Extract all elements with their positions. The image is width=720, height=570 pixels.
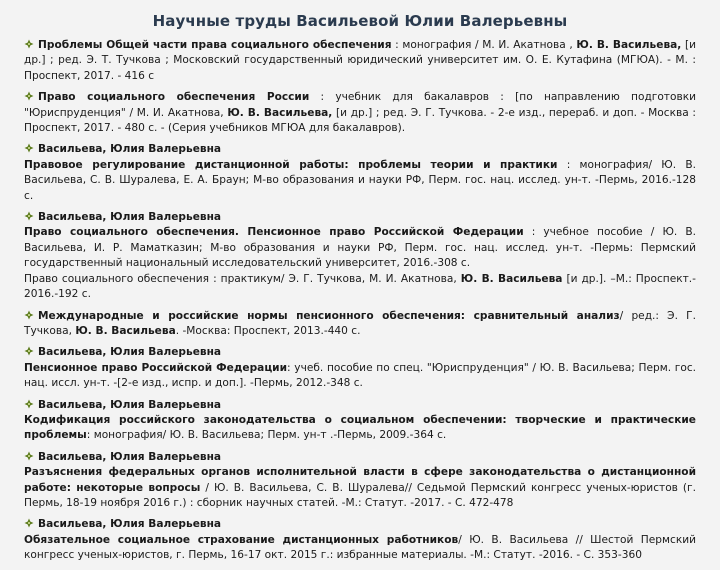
citation-plain: / Ю. В. Васильева // Шестой Пермский конгресс ученых-юристов, г. Пермь, 16-17 окт. 2015 г.: избранные материалы. -М.: Статут. -2016. - С. 353-360 [24,533,696,562]
citation-bold: Ю. В. Васильева, [576,39,682,51]
bibliography-entry [24,142,696,204]
bibliography-entry [24,517,696,563]
citation-plain: : учебник для бакалавров : [по направлению подготовки "Юриспруденция" / М. И. Акатнова, [24,91,696,119]
citation-plain: [и др.] ; ред. Э. Т. Тучкова ; Московский государственный юридический университет им. О. Е. Кутафина (МГЮА). - М. : Проспект, 2017. - 416 с [24,39,696,82]
citation-text [24,413,696,444]
citation-plain: [и др.]. –М.: Проспект.- 2016.-192 с. [24,272,697,301]
bibliography-entry [24,38,696,84]
bibliography-entry [24,90,696,136]
author-heading: Васильева, Юлия Валерьевна [24,398,696,413]
author-heading: Васильева, Юлия Валерьевна [24,142,696,157]
citation-bold: Право социального обеспечения. Пенсионное право Российской Федерации [24,226,524,239]
bibliography-entry [24,398,696,444]
citation-plain: Право социального обеспечения : практикум/ Э. Г. Тучкова, М. И. Акатнова, [24,272,461,285]
citation-plain: : учебное пособие / Ю. В. Васильева, И. Р. Маматказин; М-во образования и науки РФ, Перм. гос. нац. исслед. ун-т. -Пермь: Пермский государственный национальный исследовательский университет, 2016.-308 с. [24,226,696,270]
bibliography-entry [24,450,696,512]
citation-plain: . -Москва: Проспект, 2013.-440 с. [175,324,361,337]
diamond-bullet-icon [24,346,34,356]
citation-plain: [и др.] ; ред. Э. Г. Тучкова. - 2-е изд., перераб. и доп. - Москва : Проспект, 2017. - 480 с. - (Серия учебников МГЮА для бакалавров). [24,106,696,135]
citation-text [24,225,696,302]
bibliography-entry [24,309,696,340]
citation-bold: Проблемы Общей части права социального обеспечения [38,39,392,51]
citation-bold: Ю. В. Васильева [75,324,176,337]
citation-bold: Правовое регулирование дистанционной работы: проблемы теории и практики [24,158,558,171]
citation-bold: Ю. В. Васильева [460,272,563,285]
diamond-bullet-icon [24,143,34,153]
citation-bold: Разъяснения федеральных органов исполнительной власти в сфере законодательства о дистанционной работе: некоторые вопросы [24,466,696,494]
diamond-bullet-icon [24,518,34,528]
author-heading: Васильева, Юлия Валерьевна [24,517,696,532]
citation-text [24,465,696,511]
citation-plain: : монография/ Ю. В. Васильева, С. В. Шуралева, Е. А. Браун; М-во образования и науки РФ, Перм. гос. нац. исслед. ун-т. -Пермь, 2016.-128 с. [24,158,696,202]
citation-plain: / ред.: Э. Г. Тучкова, [24,309,696,337]
citation-bold: Право социального обеспечения России [38,91,310,104]
citation-text [24,361,696,392]
author-heading: Васильева, Юлия Валерьевна [24,345,696,360]
citation-plain: / Ю. В. Васильева, С. В. Шуралева// Седьмой Пермский конгресс ученых-юристов (г. Пермь, 18-19 ноября 2016 г.) : сборник научных статей. -М.: Статут. -2017. - С. 472-478 [24,481,696,509]
author-heading: Васильева, Юлия Валерьевна [24,450,696,465]
diamond-bullet-icon [24,39,34,49]
citation-bold: Кодификация российского законодательства о социальном обеспечении: творческие и практические проблемы [24,413,696,442]
page-title: Научные труды Васильевой Юлии Валерьевны [152,12,568,30]
citation-bold: Ю. В. Васильева, [227,106,333,119]
citation-bold: Обязательное социальное страхование дистанционных работников [24,533,459,546]
diamond-bullet-icon [24,91,34,101]
citation-plain: : учеб. пособие по спец. "Юриспруденция" / Ю. В. Васильева; Перм. гос. нац. иссл. ун-т. -[2-е изд., испр. и доп.]. -Пермь, 2012.-348 с. [24,361,697,390]
citation-text [24,309,696,340]
citation-text [24,38,696,84]
diamond-bullet-icon [24,211,34,221]
bibliography-entry [24,210,696,302]
citation-text [24,158,696,204]
diamond-bullet-icon [24,399,34,409]
citation-plain: : монография / М. И. Акатнова , [391,39,577,51]
citation-bold: Пенсионное право Российской Федерации [24,361,288,374]
citation-bold: Международные и российские нормы пенсионного обеспечения: сравнительный анализ [38,309,620,322]
bibliography-list [24,38,696,570]
diamond-bullet-icon [24,451,34,461]
citation-text [24,533,696,564]
citation-text [24,90,696,136]
citation-plain: : монография/ Ю. В. Васильева; Перм. ун-т .-Пермь, 2009.-364 с. [86,429,447,442]
diamond-bullet-icon [24,310,34,320]
bibliography-entry [24,345,696,391]
author-heading: Васильева, Юлия Валерьевна [24,210,696,225]
